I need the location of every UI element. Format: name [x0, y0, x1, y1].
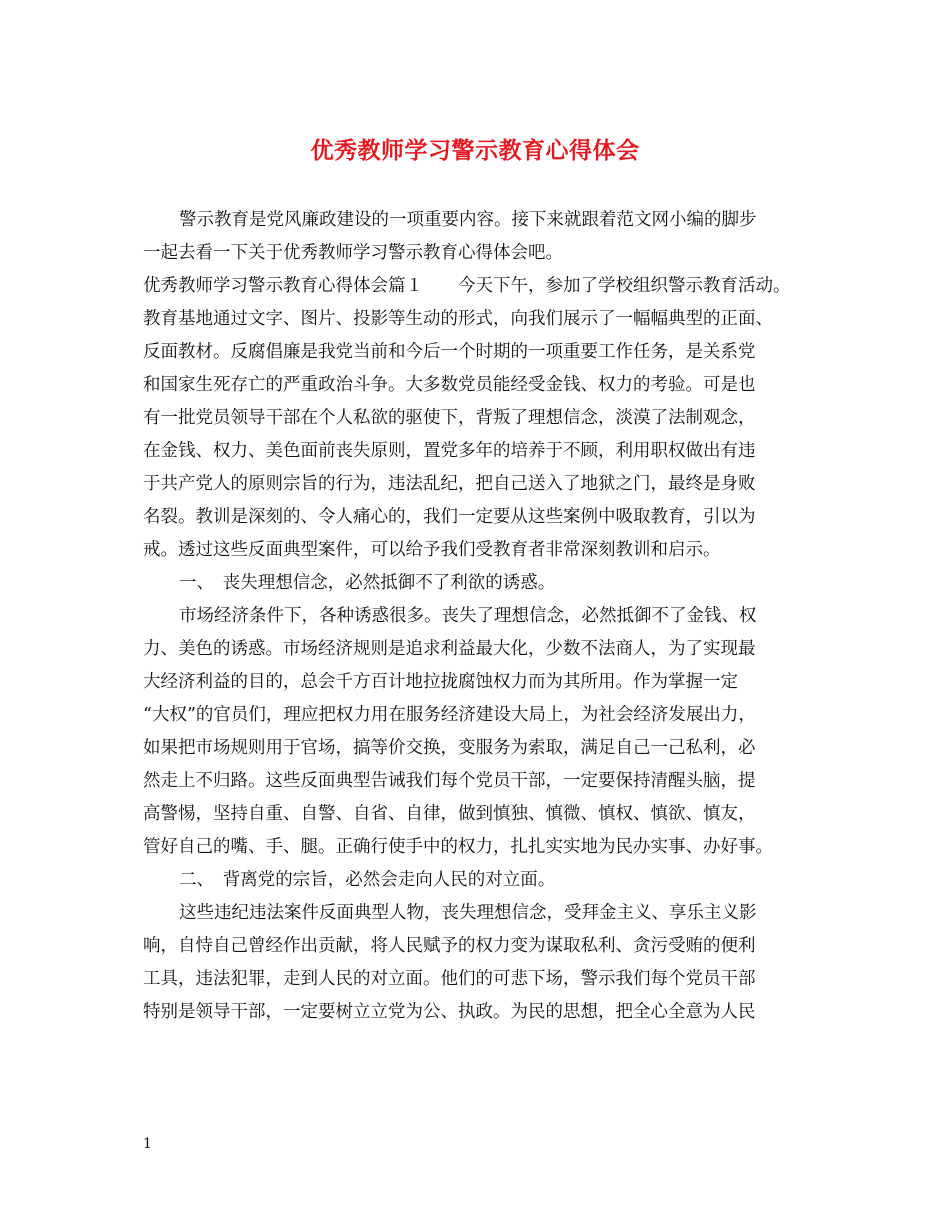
document-title: 优秀教师学习警示教育心得体会: [310, 137, 640, 164]
paragraph-line: 响，自恃自己曾经作出贡献，将人民赋予的权力变为谋取私利、贪污受贿的便利: [143, 936, 756, 956]
paragraph-line: 于共产党人的原则宗旨的行为，违法乱纪，把自己送入了地狱之门，最终是身败: [143, 474, 756, 494]
paragraph-line: 力、美色的诱惑。市场经济规则是追求利益最大化，少数不法商人，为了实现最: [143, 639, 756, 659]
paragraph-line: 戒。透过这些反面典型案件，可以给予我们受教育者非常深刻教训和启示。: [143, 540, 721, 560]
paragraph-line: 大经济利益的目的，总会千方百计地拉拢腐蚀权力而为其所用。作为掌握一定: [143, 672, 738, 692]
paragraph-line: 高警惕，坚持自重、自警、自省、自律，做到慎独、慎微、慎权、慎欲、慎友，: [143, 804, 756, 824]
paragraph-line: 和国家生死存亡的严重政治斗争。大多数党员能经受金钱、权力的考验。可是也: [143, 375, 756, 395]
paragraph-line: 如果把市场规则用于官场，搞等价交换，变服务为索取，满足自己一己私利，必: [143, 738, 756, 758]
paragraph-line: 特别是领导干部，一定要树立立党为公、执政。为民的思想，把全心全意为人民: [143, 1002, 756, 1022]
paragraph-line: 这些违纪违法案件反面典型人物，丧失理想信念，受拜金主义、享乐主义影: [179, 903, 757, 923]
paragraph-line: 反面教材。反腐倡廉是我党当前和今后一个时期的一项重要工作任务，是关系党: [143, 342, 756, 362]
paragraph-line: 市场经济条件下，各种诱惑很多。丧失了理想信念，必然抵御不了金钱、权: [179, 606, 757, 626]
paragraph-line: 然走上不归路。这些反面典型告诫我们每个党员干部，一定要保持清醒头脑，提: [143, 771, 756, 791]
paragraph-line: “大权”的官员们，理应把权力用在服务经济建设大局上，为社会经济发展出力，: [143, 705, 756, 725]
paragraph-line: 在金钱、权力、美色面前丧失原则，置党多年的培养于不顾，利用职权做出有违: [143, 441, 756, 461]
paragraph-line: 工具，违法犯罪，走到人民的对立面。他们的可悲下场，警示我们每个党员干部: [143, 969, 756, 989]
paragraph-line: 有一批党员领导干部在个人私欲的驱使下，背叛了理想信念，淡漠了法制观念，: [143, 408, 756, 428]
paragraph-line: 警示教育是党风廉政建设的一项重要内容。接下来就跟着范文网小编的脚步: [179, 210, 757, 230]
paragraph-line: 优秀教师学习警示教育心得体会篇１ 今天下午，参加了学校组织警示教育活动。: [143, 276, 791, 296]
section-heading: 二、 背离党的宗旨，必然会走向人民的对立面。: [179, 870, 556, 890]
section-heading: 一、 丧失理想信念，必然抵御不了利欲的诱惑。: [179, 573, 556, 593]
document-body: [143, 204, 819, 1029]
paragraph-line: 名裂。教训是深刻的、令人痛心的，我们一定要从这些案例中吸取教育，引以为: [143, 507, 756, 527]
paragraph-line: 一起去看一下关于优秀教师学习警示教育心得体会吧。: [143, 243, 563, 263]
paragraph-line: 管好自己的嘴、手、腿。正确行使手中的权力，扎扎实实地为民办实事、办好事。: [143, 837, 773, 857]
page-number: 1: [143, 1136, 152, 1152]
paragraph-line: 教育基地通过文字、图片、投影等生动的形式，向我们展示了一幅幅典型的正面、: [143, 309, 773, 329]
